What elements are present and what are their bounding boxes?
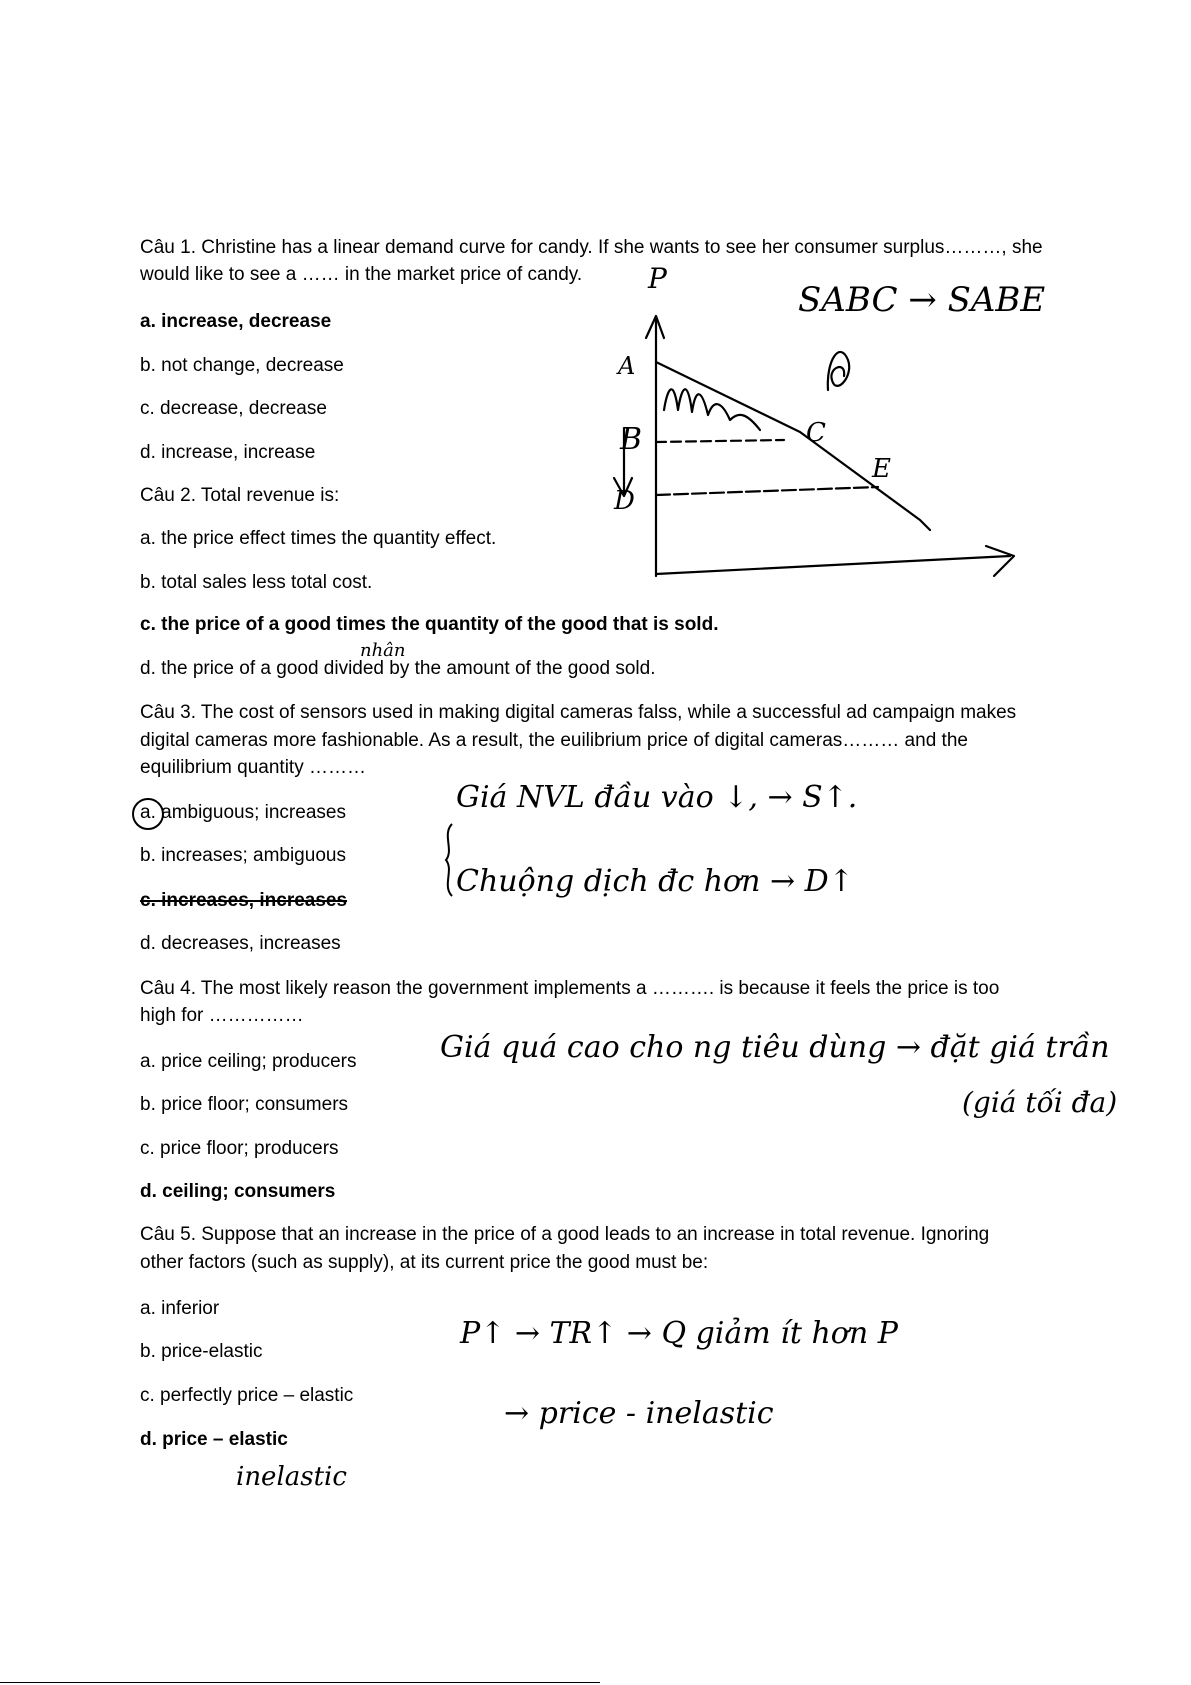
q5-stem-line1: Câu 5. Suppose that an increase in the price of a good leads to an increase in total revenue. Ignoring xyxy=(140,1224,990,1245)
footer-rule xyxy=(0,1682,600,1683)
q3-option-c: c. increases, increases xyxy=(140,890,348,911)
q5-note-line2: → price - inelastic xyxy=(504,1396,774,1431)
q2-option-c: c. the price of a good times the quantity of the good that is sold. xyxy=(140,614,719,635)
q3-option-a: a. ambiguous; increases xyxy=(140,802,346,823)
q3-option-d: d. decreases, increases xyxy=(140,933,341,954)
q1-option-b: b. not change, decrease xyxy=(140,355,344,376)
quantity-axis-arrow xyxy=(986,546,1014,576)
price-line-b xyxy=(656,440,784,442)
demand-curve xyxy=(656,362,930,530)
scribble-mark xyxy=(828,352,849,390)
q2-option-b: b. total sales less total cost. xyxy=(140,572,373,593)
q5-correction-note: inelastic xyxy=(236,1462,347,1492)
q3-stem-line1: Câu 3. The cost of sensors used in making digital cameras falss, while a successful ad campaign makes xyxy=(140,702,1017,723)
q1-stem-line1: Câu 1. Christine has a linear demand curve for candy. If she wants to see her consumer surplus………, she xyxy=(140,237,1043,258)
q5-option-c: c. perfectly price – elastic xyxy=(140,1385,354,1406)
q3-note-line1: Giá NVL đầu vào ↓, → S↑. xyxy=(456,780,858,815)
q5-note-line1: P↑ → TR↑ → Q giảm ít hơn P xyxy=(460,1316,898,1351)
q1-stem-line2: would like to see a …… in the market price of candy. xyxy=(140,264,583,285)
q4-option-d: d. ceiling; consumers xyxy=(140,1181,336,1202)
quantity-axis-line xyxy=(656,556,1010,574)
graph-axis-label-p: P xyxy=(648,262,667,295)
q5-option-d: d. price – elastic xyxy=(140,1429,288,1450)
graph-label-d: D xyxy=(614,486,635,516)
q2-option-a: a. the price effect times the quantity effect. xyxy=(140,528,497,549)
q2-option-d: d. the price of a good divided by the amount of the good sold. xyxy=(140,658,656,679)
q5-option-b: b. price-elastic xyxy=(140,1341,263,1362)
q5-stem-line2: other factors (such as supply), at its current price the good must be: xyxy=(140,1252,709,1273)
answer-circle-q3 xyxy=(130,796,170,834)
graph-area-note: SABC → SABE xyxy=(798,280,1046,320)
q4-stem-line2: high for …………… xyxy=(140,1005,304,1026)
q3-note-line2: Chuộng dịch đc hơn → D↑ xyxy=(456,864,854,899)
q2-stem: Câu 2. Total revenue is: xyxy=(140,485,340,506)
q1-option-a: a. increase, decrease xyxy=(140,311,332,332)
price-line-d xyxy=(656,487,878,495)
q4-note-line2: (giá tối đa) xyxy=(962,1086,1118,1119)
q4-option-c: c. price floor; producers xyxy=(140,1138,339,1159)
q3-stem-line2: digital cameras more fashionable. As a result, the euilibrium price of digital cameras……… and the xyxy=(140,730,968,751)
q4-option-a: a. price ceiling; producers xyxy=(140,1051,357,1072)
graph-label-e: E xyxy=(872,454,891,484)
q3-option-b: b. increases; ambiguous xyxy=(140,845,346,866)
graph-label-b: B xyxy=(620,422,643,457)
q4-stem-line1: Câu 4. The most likely reason the government implements a ………. is because it feels the price is too xyxy=(140,978,1000,999)
q1-option-d: d. increase, increase xyxy=(140,442,316,463)
q5-option-a: a. inferior xyxy=(140,1298,220,1319)
q4-note-line1: Giá quá cao cho ng tiêu dùng → đặt giá trần xyxy=(440,1030,1110,1065)
graph-label-a: A xyxy=(618,352,636,380)
q3-stem-line3: equilibrium quantity ……… xyxy=(140,757,366,778)
surplus-hatching xyxy=(664,389,760,430)
q4-option-b: b. price floor; consumers xyxy=(140,1094,349,1115)
note-nhan: nhân xyxy=(360,640,406,661)
q1-option-c: c. decrease, decrease xyxy=(140,398,327,419)
graph-label-c: C xyxy=(806,418,826,448)
